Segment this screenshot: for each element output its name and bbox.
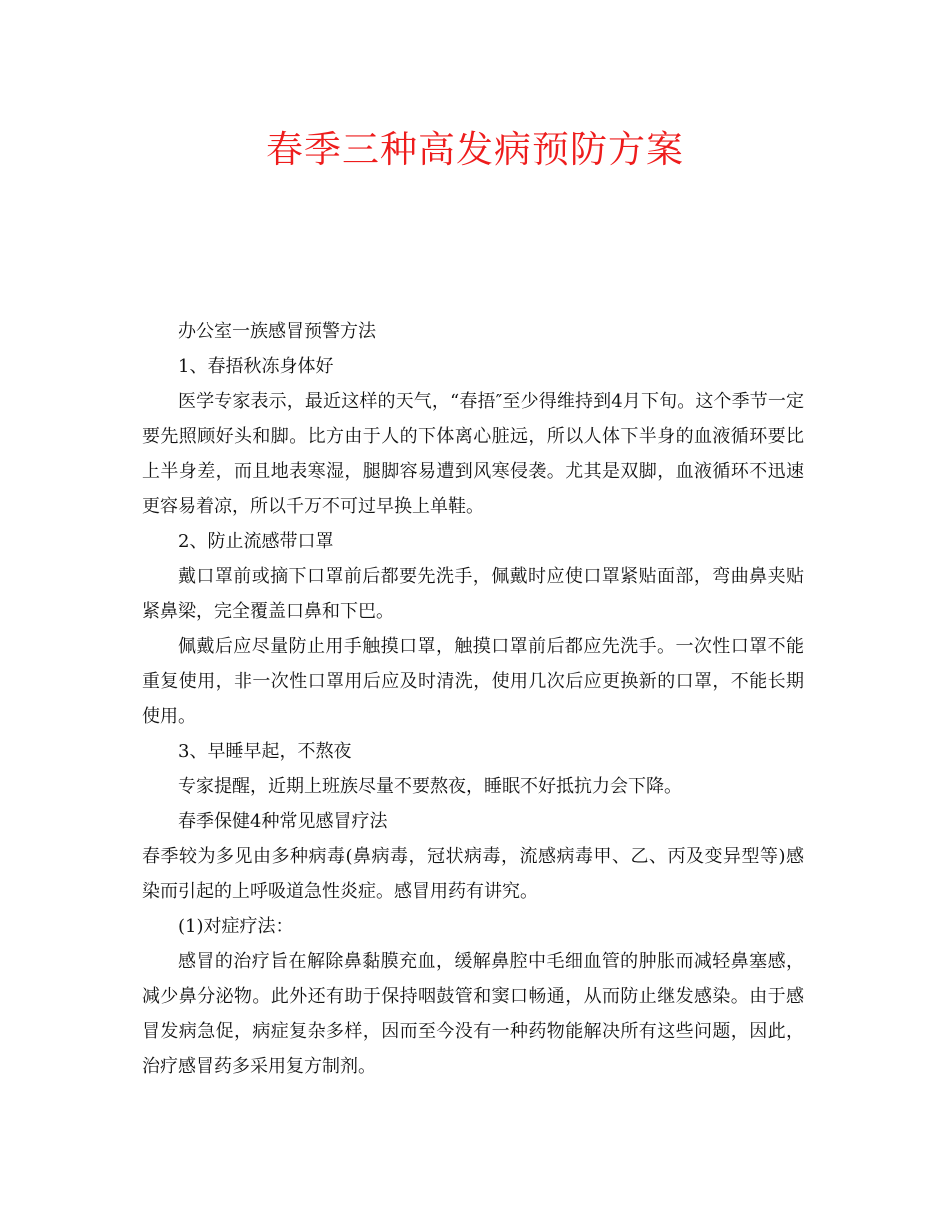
body-paragraph: 春季较为多见由多种病毒(鼻病毒，冠状病毒，流感病毒甲、乙、丙及变异型等)感染而引起的上呼吸道急性炎症。感冒用药有讲究。 <box>142 846 804 902</box>
subsection-heading: (1)对症疗法： <box>178 916 294 937</box>
document-body <box>142 314 804 1084</box>
section-heading: 春季保健4种常见感冒疗法 <box>178 811 388 832</box>
body-paragraph: 感冒的治疗旨在解除鼻黏膜充血，缓解鼻腔中毛细血管的肿胀而减轻鼻塞感，减少鼻分泌物。此外还有助于保持咽鼓管和窦口畅通，从而防止继发感染。由于感冒发病急促，病症复杂多样，因而至今没有一种药物能解决所有这些问题，因此，治疗感冒药多采用复方制剂。 <box>142 951 804 1077</box>
subsection-heading: 3、早睡早起，不熬夜 <box>178 741 352 762</box>
body-paragraph: 医学专家表示，最近这样的天气，“春捂″至少得维持到4月下旬。这个季节一定要先照顾好头和脚。比方由于人的下体离心脏远，所以人体下半身的血液循环要比上半身差，而且地表寒湿，腿脚容易遭到风寒侵袭。尤其是双脚，血液循环不迅速更容易着凉，所以千万不可过早换上单鞋。 <box>142 391 804 517</box>
section-heading: 办公室一族感冒预警方法 <box>178 321 376 342</box>
document-title: 春季三种高发病预防方案 <box>266 128 684 171</box>
body-paragraph: 专家提醒，近期上班族尽量不要熬夜，睡眠不好抵抗力会下降。 <box>178 776 682 797</box>
subsection-heading: 2、防止流感带口罩 <box>178 531 334 552</box>
subsection-heading: 1、春捂秋冻身体好 <box>178 356 334 377</box>
body-paragraph: 戴口罩前或摘下口罩前后都要先洗手，佩戴时应使口罩紧贴面部，弯曲鼻夹贴紧鼻梁，完全覆盖口鼻和下巴。 <box>142 566 804 622</box>
body-paragraph: 佩戴后应尽量防止用手触摸口罩，触摸口罩前后都应先洗手。一次性口罩不能重复使用，非一次性口罩用后应及时清洗，使用几次后应更换新的口罩，不能长期使用。 <box>142 636 804 727</box>
